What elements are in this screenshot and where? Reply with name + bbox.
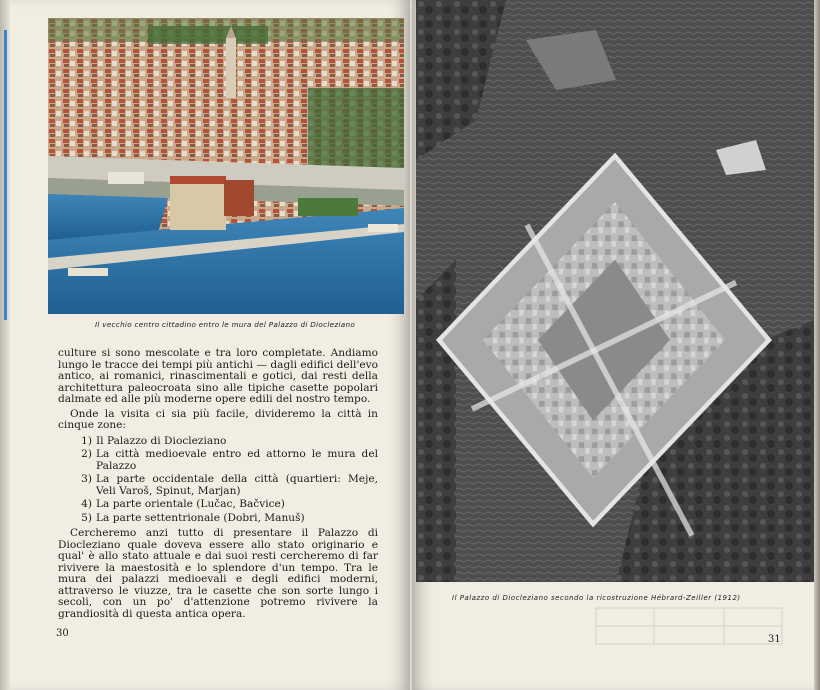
- page-number: 30: [56, 628, 69, 639]
- list-item: 5) La parte settentrionale (Dobri, Manuš): [81, 511, 305, 524]
- list-item: 4) La parte orientale (Lučac, Bačvice): [81, 498, 285, 510]
- photo-caption: Il Palazzo di Diocleziano secondo la ricostruzione Hébrard-Zeiller (1912): [452, 594, 741, 602]
- list-item: 2) La città medioevale entro ed attorno le mura del Palazzo: [81, 448, 378, 472]
- faint-plan-drawing: [594, 606, 784, 646]
- right-page: [412, 0, 814, 690]
- zones-list: [58, 436, 378, 525]
- palace-reconstruction-photo: [416, 0, 814, 582]
- list-item: 1) Il Palazzo di Diocleziano: [81, 434, 227, 447]
- right-page-edge: [814, 0, 820, 690]
- photo-caption: Il vecchio centro cittadino entro le mura del Palazzo di Diocleziano: [94, 320, 356, 329]
- paragraph: Cercheremo anzi tutto di presentare il Palazzo di Diocleziano quale doveva essere allo stato originario e qual' è allo stato attuale e dai suoi resti cercheremo di far rivivere la maestosità e lo splendore d'un tempo. Tra le mura dei palazzi medioevali e degli edifici moderni, attraverso le viuzze, tra le casette che son sorte lungo i secoli, con un po' d'attenzione potremo rivivere la grandiosità di questa antica opera.: [58, 527, 378, 620]
- aerial-city-photo: [48, 18, 404, 314]
- list-item: 3) La parte occidentale della città (quartieri: Meje, Veli Varoš, Spinut, Marjan): [81, 473, 378, 497]
- body-text: [58, 348, 378, 620]
- left-page-edge: [0, 0, 10, 690]
- paragraph: Onde la visita ci sia più facile, divideremo la città in cinque zone:: [58, 407, 378, 431]
- page-number: 31: [768, 634, 781, 645]
- left-page: [10, 0, 410, 690]
- paragraph: culture si sono mescolate e tra loro completate. Andiamo lungo le tracce dei tempi più antichi — dagli edifici dell'evo antico, ai romanici, rinascimentali e gotici, dai resti della architettura paleocroata sino alle tipiche casette popolari dalmate ed alle più moderne opere edili del nostro tempo.: [58, 347, 378, 405]
